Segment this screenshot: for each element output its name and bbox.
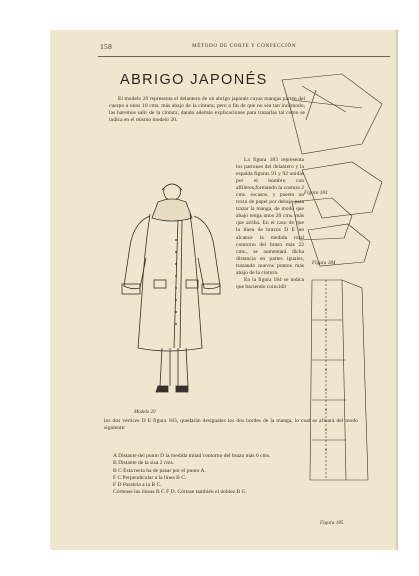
page-title: ABRIGO JAPONÉS [120, 72, 268, 88]
running-head: MÉTODO DE CORTE Y CONFECCIÓN [192, 43, 297, 49]
step-fd: F D Paralela a la B C. [113, 482, 162, 489]
coat-illustration [112, 180, 228, 410]
figure-caption: Modelo 20 [134, 410, 156, 415]
book-page [50, 30, 398, 550]
pattern-diagrams [272, 60, 398, 510]
figure-label-185: Figura 185 [320, 520, 344, 526]
step-bc: B C Esta recta ha de pasar por el punto A. [113, 467, 206, 474]
page-number: 158 [100, 42, 113, 51]
step-cut: Córtense las líneas B C F D. Córtase también el doblez B G. [113, 489, 248, 496]
intro-paragraph: El modelo 20 representa el delantero de un abrigo japonés cuyas mangas parten del cuerpo a unos 10 cms. más abajo de la cintura; pero a fin de que no sea tan incómodo, las haremos salir de la cintura, dando además explicaciones para trazarlas tal como se indica en el mismo modelo 20. [109, 96, 305, 124]
continuation-text [104, 418, 358, 432]
column-paragraph-1: La figura 183 representa los patrones del delantero y la espalda figuras 91 y 92 unidas por el hombro con alfileres,formando la costura 2 cms. escasos, y puesto un trozo de papel por debajo para trazar la manga, de modo que abajo tenga unos 20 cms. más que arriba. En el caso de que la línea de brazos D E no alcance la medida total contorno del brazo más 22 cms., se aumentará dicha distancia en partes iguales, trazando nuevos puntos más abajo de la cintura. [236, 157, 304, 276]
step-fc: F C Perpendicular a la línea B C. [113, 474, 187, 481]
step-a: A Distante del punto D la medida mitad contorno del brazo más 6 cms. [113, 453, 271, 459]
header-rule [98, 56, 390, 57]
figure-label-184: Figura 184 [312, 260, 336, 266]
figure-label-183: Figura 183 [304, 190, 328, 196]
page-header [50, 42, 398, 54]
continuation-line: los dos vértices D E figura 183, quedarán desiguales los dos bordes de la manga, lo cual se afinará del modo siguiente: [104, 418, 358, 432]
steps-list [113, 453, 363, 497]
step-b: B Distante de la sisa 2 cms. [113, 460, 175, 467]
column-paragraph-2: En la figura 184 se indica que haciendo coincidir [236, 276, 304, 290]
